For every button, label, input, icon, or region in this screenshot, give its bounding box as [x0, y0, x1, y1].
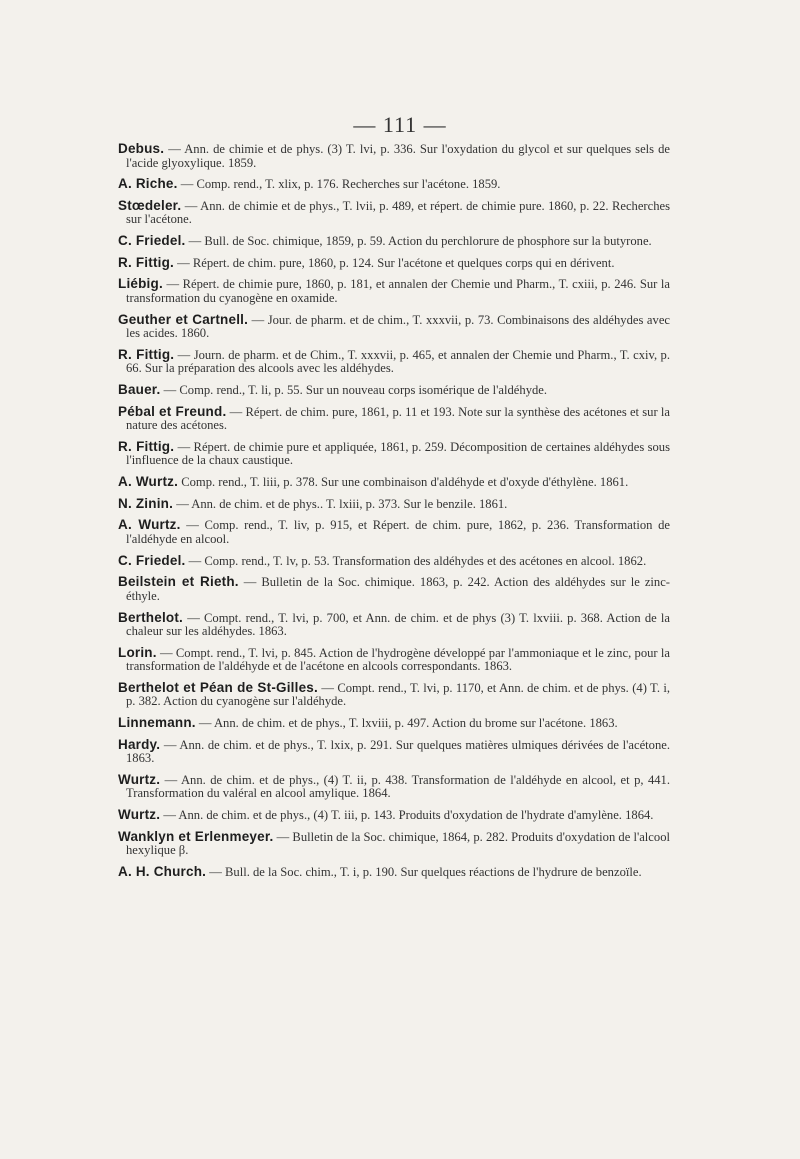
bibliography-entry: [118, 518, 670, 546]
entry-author: R. Fittig.: [118, 254, 174, 270]
entry-author: Liébig.: [118, 276, 163, 292]
entry-author: Lorin.: [118, 644, 157, 660]
bibliography-entry: [118, 475, 670, 490]
bibliography-entry: [118, 497, 670, 512]
entry-text: — Comp. rend., T. lv, p. 53. Transformation des aldéhydes et des acétones en alcool. 1862.: [185, 553, 647, 568]
entry-text: — Ann. de chimie et de phys., T. lvii, p. 489, et répert. de chimie pure. 1860, p. 22. Recherches sur l'acétone.: [126, 198, 670, 227]
entry-author: Linnemann.: [118, 715, 196, 731]
entry-text: — Comp. rend., T. liv, p. 915, et Répert. de chim. pure, 1862, p. 236. Transformation de l'aldéhyde en alcool.: [126, 518, 671, 546]
entry-author: Berthelot et Péan de St-Gilles.: [118, 679, 318, 695]
bibliography-entry: [118, 830, 670, 858]
entry-author: Wanklyn et Erlenmeyer.: [118, 828, 274, 844]
entry-author: C. Friedel.: [118, 233, 186, 249]
bibliography-entry: [118, 681, 670, 709]
entry-text: — Ann. de chim. et de phys., (4) T. iii, p. 143. Produits d'oxydation de l'hydrate d'amylène. 1864.: [160, 808, 654, 823]
entry-text: — Répert. de chimie pure, 1860, p. 181, et annalen der Chemie und Pharm., T. cxiii, p. 246. Sur la transformation du cyanogène en oxamide.: [126, 277, 670, 305]
bibliography-entry: [118, 554, 670, 569]
entry-author: R. Fittig.: [118, 346, 175, 362]
entry-author: Berthelot.: [118, 609, 184, 625]
entry-author: Beilstein et Rieth.: [118, 574, 239, 590]
bibliography-entry: [118, 277, 670, 305]
entry-author: A. Wurtz.: [118, 517, 181, 533]
entry-text: — Répert. de chim. pure, 1860, p. 124. Sur l'acétone et quelques corps qui en dérivent.: [174, 255, 615, 270]
bibliography-entry: [118, 611, 670, 639]
entry-text: — Bulletin de la Soc. chimique, 1864, p. 282. Produits d'oxydation de l'alcool hexylique β.: [126, 829, 670, 858]
entry-text: — Ann. de chim. et de phys., (4) T. ii, p. 438. Transformation de l'aldéhyde en alcool, et p, 441. Transformation du valéral en alcool amylique. 1864.: [126, 772, 670, 801]
entry-text: — Compt. rend., T. lvi, p. 700, et Ann. de chim. et de phys (3) T. lxviii. p. 368. Action de la chaleur sur les aldéhydes. 1863.: [126, 610, 670, 638]
entry-text: — Ann. de chim. et de phys., T. lxviii, p. 497. Action du brome sur l'acétone. 1863.: [195, 716, 618, 731]
bibliography-entry: [118, 383, 670, 398]
bibliography-entry: [118, 256, 670, 271]
entry-text: — Bulletin de la Soc. chimique. 1863, p. 242. Action des aldéhydes sur le zinc-éthyle.: [126, 575, 671, 603]
entry-author: Pébal et Freund.: [118, 403, 227, 419]
entry-author: A. Riche.: [118, 176, 178, 192]
bibliography-entry: [118, 177, 670, 192]
entry-text: — Répert. de chimie pure et appliquée, 1861, p. 259. Décomposition de certaines aldéhydes sous l'influence de la chaux caustique.: [126, 439, 670, 468]
bibliography-entry: [118, 808, 670, 823]
entry-author: A. H. Church.: [118, 864, 207, 879]
entry-text: — Ann. de chimie et de phys. (3) T. lvi, p. 336. Sur l'oxydation du glycol et sur quelques sels de l'acide glyoxylique. 1859.: [126, 142, 670, 170]
bibliography-entry: [118, 716, 670, 731]
entry-text: — Ann. de chim. et de phys.. T. lxiii, p. 373. Sur le benzile. 1861.: [173, 496, 508, 511]
entry-text: — Journ. de pharm. et de Chim., T. xxxvii, p. 465, et annalen der Chemie und Pharm., T. cxiv, p. 66. Sur la préparation des alcools avec les aldéhydes.: [126, 347, 670, 376]
entry-author: C. Friedel.: [118, 552, 186, 568]
entry-author: N. Zinin.: [118, 495, 174, 511]
bibliography-entry: [118, 773, 670, 801]
bibliography-entry: [118, 199, 670, 227]
entry-text: — Comp. rend., T. xlix, p. 176. Recherches sur l'acétone. 1859.: [177, 177, 501, 192]
entry-author: Hardy.: [118, 736, 161, 752]
entry-author: Geuther et Cartnell.: [118, 311, 249, 327]
entry-text: — Répert. de chim. pure, 1861, p. 11 et 193. Note sur la synthèse des acétones et sur la nature des acétones.: [126, 404, 670, 433]
bibliography-entry: [118, 142, 670, 170]
entry-text: — Bull. de la Soc. chim., T. i, p. 190. Sur quelques réactions de l'hydrure de benzoïle.: [206, 865, 642, 879]
entry-text: — Bull. de Soc. chimique, 1859, p. 59. Action du perchlorure de phosphore sur la butyrone.: [185, 234, 652, 249]
entry-author: R. Fittig.: [118, 438, 175, 454]
entry-text: — Ann. de chim. et de phys., T. lxix, p. 291. Sur quelques matières ulmiques dérivées de l'acétone. 1863.: [126, 737, 670, 766]
entry-text: — Jour. de pharm. et de chim., T. xxxvii, p. 73. Combinaisons des aldéhydes avec les acides. 1860.: [126, 312, 670, 341]
bibliography-entry: [118, 575, 670, 603]
bibliography-entry: [118, 234, 670, 249]
entry-author: Debus.: [118, 141, 165, 156]
entry-text: — Compt. rend., T. lvi, p. 845. Action de l'hydrogène développé par l'ammoniaque et le zinc, pour la transformation de l'aldéhyde et de l'acétone en alcools correspondants. 1863.: [126, 645, 670, 674]
entry-text: — Comp. rend., T. li, p. 55. Sur un nouveau corps isomérique de l'aldéhyde.: [160, 383, 548, 397]
entry-text: Comp. rend., T. liii, p. 378. Sur une combinaison d'aldéhyde et d'oxyde d'éthylène. 1861.: [178, 475, 629, 490]
bibliography-entry: [118, 405, 670, 433]
entry-author: Stœdeler.: [118, 197, 182, 213]
bibliography-list: [118, 142, 670, 887]
entry-author: Bauer.: [118, 382, 161, 397]
entry-text: — Compt. rend., T. lvi, p. 1170, et Ann. de chim. et de phys. (4) T. i, p. 382. Action du cyanogène sur l'aldéhyde.: [126, 680, 670, 709]
page-number: — 111 —: [353, 112, 447, 137]
bibliography-entry: [118, 738, 670, 766]
entry-author: Wurtz.: [118, 771, 161, 787]
entry-author: Wurtz.: [118, 807, 161, 823]
bibliography-entry: [118, 865, 670, 880]
bibliography-entry: [118, 646, 670, 674]
bibliography-entry: [118, 348, 670, 376]
entry-author: A. Wurtz.: [118, 474, 179, 490]
bibliography-entry: [118, 313, 670, 341]
bibliography-entry: [118, 440, 670, 468]
